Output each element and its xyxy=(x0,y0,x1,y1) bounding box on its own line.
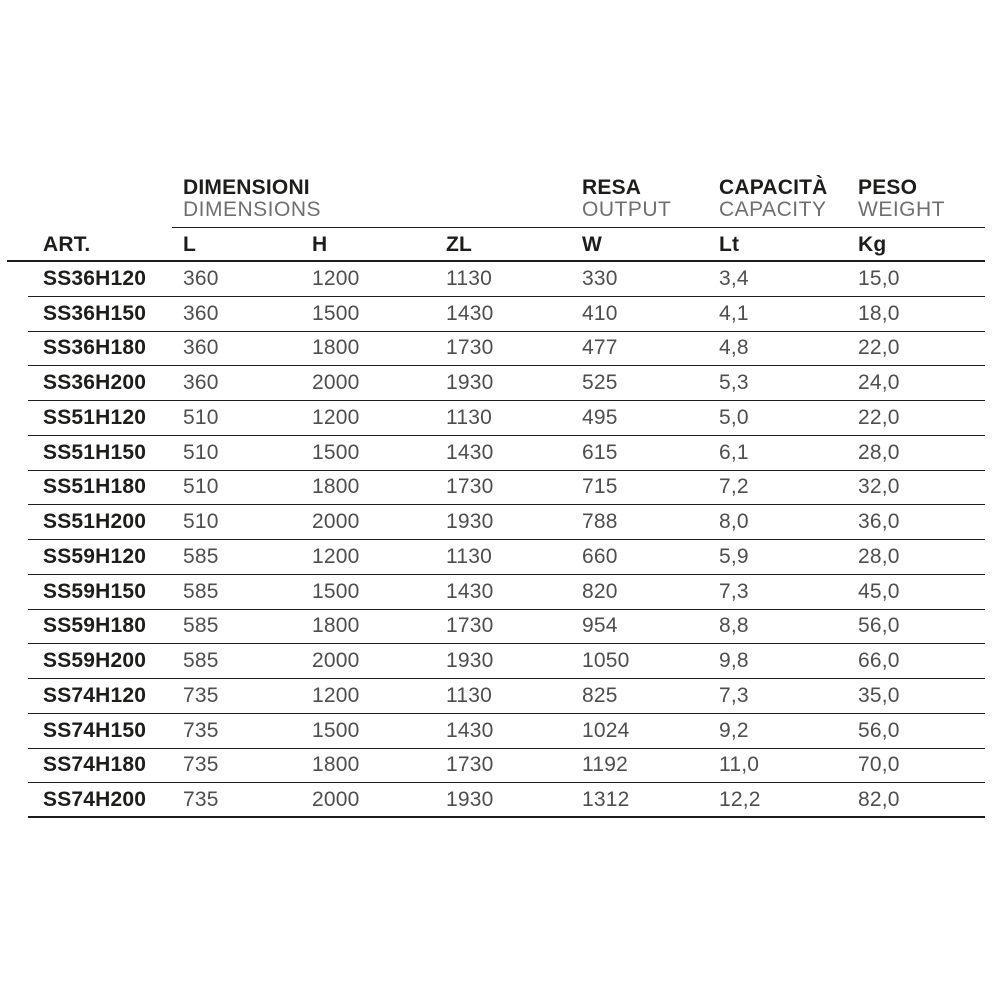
cell-kg: 15,0 xyxy=(858,266,900,290)
table-row xyxy=(28,401,985,436)
cell-w: 1192 xyxy=(582,753,628,777)
cell-w: 715 xyxy=(582,475,618,499)
cell-w: 410 xyxy=(582,301,618,325)
cell-h: 2000 xyxy=(312,649,360,673)
cell-l: 585 xyxy=(183,649,219,673)
cell-art: SS74H120 xyxy=(43,683,147,707)
cell-zl: 1130 xyxy=(446,266,492,290)
column-header-art: ART. xyxy=(43,233,91,256)
cell-kg: 45,0 xyxy=(858,579,900,603)
cell-kg: 18,0 xyxy=(858,301,900,325)
cell-zl: 1930 xyxy=(446,510,494,534)
cell-l: 510 xyxy=(183,440,219,464)
table-row xyxy=(28,749,985,784)
cell-h: 1800 xyxy=(312,475,360,499)
cell-art: SS74H200 xyxy=(43,787,147,811)
table-row xyxy=(28,610,985,645)
cell-lt: 8,0 xyxy=(719,510,749,534)
cell-zl: 1430 xyxy=(446,579,494,603)
cell-zl: 1430 xyxy=(446,301,494,325)
cell-w: 660 xyxy=(582,544,618,568)
table-row xyxy=(28,297,985,332)
table-row xyxy=(28,436,985,471)
table-row xyxy=(28,505,985,540)
cell-l: 360 xyxy=(183,336,219,360)
cell-lt: 7,2 xyxy=(719,475,749,499)
cell-art: SS74H150 xyxy=(43,718,147,742)
cell-lt: 9,8 xyxy=(719,649,749,673)
cell-h: 1500 xyxy=(312,718,360,742)
cell-w: 1312 xyxy=(582,787,630,811)
cell-lt: 12,2 xyxy=(719,787,761,811)
cell-kg: 35,0 xyxy=(858,683,900,707)
cell-lt: 5,9 xyxy=(719,544,749,568)
group-header-weight-it: PESO xyxy=(858,176,918,199)
cell-zl: 1130 xyxy=(446,405,492,429)
cell-art: SS59H180 xyxy=(43,614,147,638)
cell-zl: 1930 xyxy=(446,649,494,673)
cell-l: 510 xyxy=(183,405,219,429)
cell-art: SS51H200 xyxy=(43,510,147,534)
cell-zl: 1730 xyxy=(446,753,494,777)
group-header-output-it: RESA xyxy=(582,176,642,199)
cell-lt: 4,1 xyxy=(719,301,749,325)
group-header-capacity-en: CAPACITY xyxy=(719,198,827,221)
cell-art: SS36H150 xyxy=(43,301,147,325)
cell-lt: 4,8 xyxy=(719,336,749,360)
cell-kg: 22,0 xyxy=(858,336,900,360)
cell-art: SS36H120 xyxy=(43,266,147,290)
cell-art: SS59H120 xyxy=(43,544,147,568)
cell-w: 820 xyxy=(582,579,618,603)
column-header-zl: ZL xyxy=(446,233,473,256)
table-row xyxy=(28,471,985,506)
cell-h: 1500 xyxy=(312,579,360,603)
cell-art: SS51H180 xyxy=(43,475,147,499)
cell-w: 477 xyxy=(582,336,618,360)
cell-lt: 9,2 xyxy=(719,718,749,742)
cell-w: 954 xyxy=(582,614,618,638)
cell-w: 825 xyxy=(582,683,618,707)
cell-h: 1500 xyxy=(312,301,360,325)
cell-h: 1200 xyxy=(312,266,360,290)
cell-l: 360 xyxy=(183,301,219,325)
cell-h: 1800 xyxy=(312,753,360,777)
cell-l: 735 xyxy=(183,753,219,777)
header-divider-line xyxy=(7,260,985,262)
cell-art: SS59H150 xyxy=(43,579,147,603)
table-row xyxy=(28,644,985,679)
cell-l: 360 xyxy=(183,266,219,290)
cell-zl: 1730 xyxy=(446,336,494,360)
table-group-header-row xyxy=(28,175,985,228)
cell-lt: 7,3 xyxy=(719,579,749,603)
cell-kg: 36,0 xyxy=(858,510,900,534)
table-row xyxy=(28,783,985,818)
cell-kg: 28,0 xyxy=(858,440,900,464)
table-row xyxy=(28,540,985,575)
cell-w: 615 xyxy=(582,440,618,464)
cell-h: 2000 xyxy=(312,787,360,811)
group-header-output-en: OUTPUT xyxy=(582,198,672,221)
column-header-w: W xyxy=(582,233,603,256)
cell-l: 735 xyxy=(183,718,219,742)
cell-w: 525 xyxy=(582,371,618,395)
cell-zl: 1930 xyxy=(446,371,494,395)
table-body xyxy=(28,262,985,818)
table-row xyxy=(28,332,985,367)
cell-w: 1050 xyxy=(582,649,630,673)
column-header-kg: Kg xyxy=(858,233,887,256)
cell-h: 1200 xyxy=(312,683,360,707)
cell-kg: 56,0 xyxy=(858,614,900,638)
cell-w: 1024 xyxy=(582,718,630,742)
cell-w: 330 xyxy=(582,266,618,290)
cell-kg: 66,0 xyxy=(858,649,900,673)
cell-zl: 1730 xyxy=(446,475,494,499)
cell-h: 1800 xyxy=(312,614,360,638)
cell-kg: 28,0 xyxy=(858,544,900,568)
cell-lt: 7,3 xyxy=(719,683,749,707)
cell-zl: 1430 xyxy=(446,718,494,742)
cell-kg: 82,0 xyxy=(858,787,900,811)
cell-h: 1800 xyxy=(312,336,360,360)
cell-zl: 1730 xyxy=(446,614,494,638)
column-header-lt: Lt xyxy=(719,233,740,256)
group-header-output xyxy=(582,175,719,228)
group-header-capacity xyxy=(719,175,858,228)
group-header-weight-en: WEIGHT xyxy=(858,198,945,221)
table-column-header-row xyxy=(28,228,985,262)
group-header-dimensions-en: DIMENSIONS xyxy=(183,198,322,221)
product-spec-table xyxy=(28,175,985,818)
cell-l: 585 xyxy=(183,579,219,603)
cell-l: 510 xyxy=(183,475,219,499)
cell-art: SS36H180 xyxy=(43,336,147,360)
group-header-dimensions xyxy=(183,175,582,228)
cell-lt: 6,1 xyxy=(719,440,749,464)
cell-art: SS36H200 xyxy=(43,371,147,395)
cell-lt: 5,0 xyxy=(719,405,749,429)
group-header-dimensions-it: DIMENSIONI xyxy=(183,176,310,199)
cell-kg: 22,0 xyxy=(858,405,900,429)
cell-lt: 5,3 xyxy=(719,371,749,395)
table-row xyxy=(28,366,985,401)
cell-l: 735 xyxy=(183,787,219,811)
cell-h: 2000 xyxy=(312,371,360,395)
table-row xyxy=(28,679,985,714)
cell-lt: 11,0 xyxy=(719,753,760,777)
cell-kg: 56,0 xyxy=(858,718,900,742)
cell-w: 788 xyxy=(582,510,618,534)
cell-zl: 1930 xyxy=(446,787,494,811)
cell-art: SS74H180 xyxy=(43,753,147,777)
cell-l: 585 xyxy=(183,614,219,638)
cell-art: SS51H150 xyxy=(43,440,147,464)
group-header-weight xyxy=(858,175,985,228)
cell-h: 2000 xyxy=(312,510,360,534)
table-row xyxy=(28,262,985,297)
cell-lt: 3,4 xyxy=(719,266,749,290)
group-header-capacity-it: CAPACITÀ xyxy=(719,176,828,199)
cell-l: 735 xyxy=(183,683,219,707)
cell-h: 1200 xyxy=(312,544,360,568)
table-row xyxy=(28,714,985,749)
cell-w: 495 xyxy=(582,405,618,429)
cell-l: 360 xyxy=(183,371,219,395)
cell-lt: 8,8 xyxy=(719,614,749,638)
cell-l: 585 xyxy=(183,544,219,568)
cell-kg: 24,0 xyxy=(858,371,900,395)
table-row xyxy=(28,575,985,610)
cell-h: 1500 xyxy=(312,440,360,464)
column-header-h: H xyxy=(312,233,328,256)
cell-kg: 32,0 xyxy=(858,475,900,499)
cell-l: 510 xyxy=(183,510,219,534)
column-header-l: L xyxy=(183,233,197,256)
cell-art: SS59H200 xyxy=(43,649,147,673)
cell-kg: 70,0 xyxy=(858,753,900,777)
cell-zl: 1130 xyxy=(446,544,492,568)
cell-zl: 1130 xyxy=(446,683,492,707)
cell-zl: 1430 xyxy=(446,440,494,464)
cell-h: 1200 xyxy=(312,405,360,429)
cell-art: SS51H120 xyxy=(43,405,147,429)
